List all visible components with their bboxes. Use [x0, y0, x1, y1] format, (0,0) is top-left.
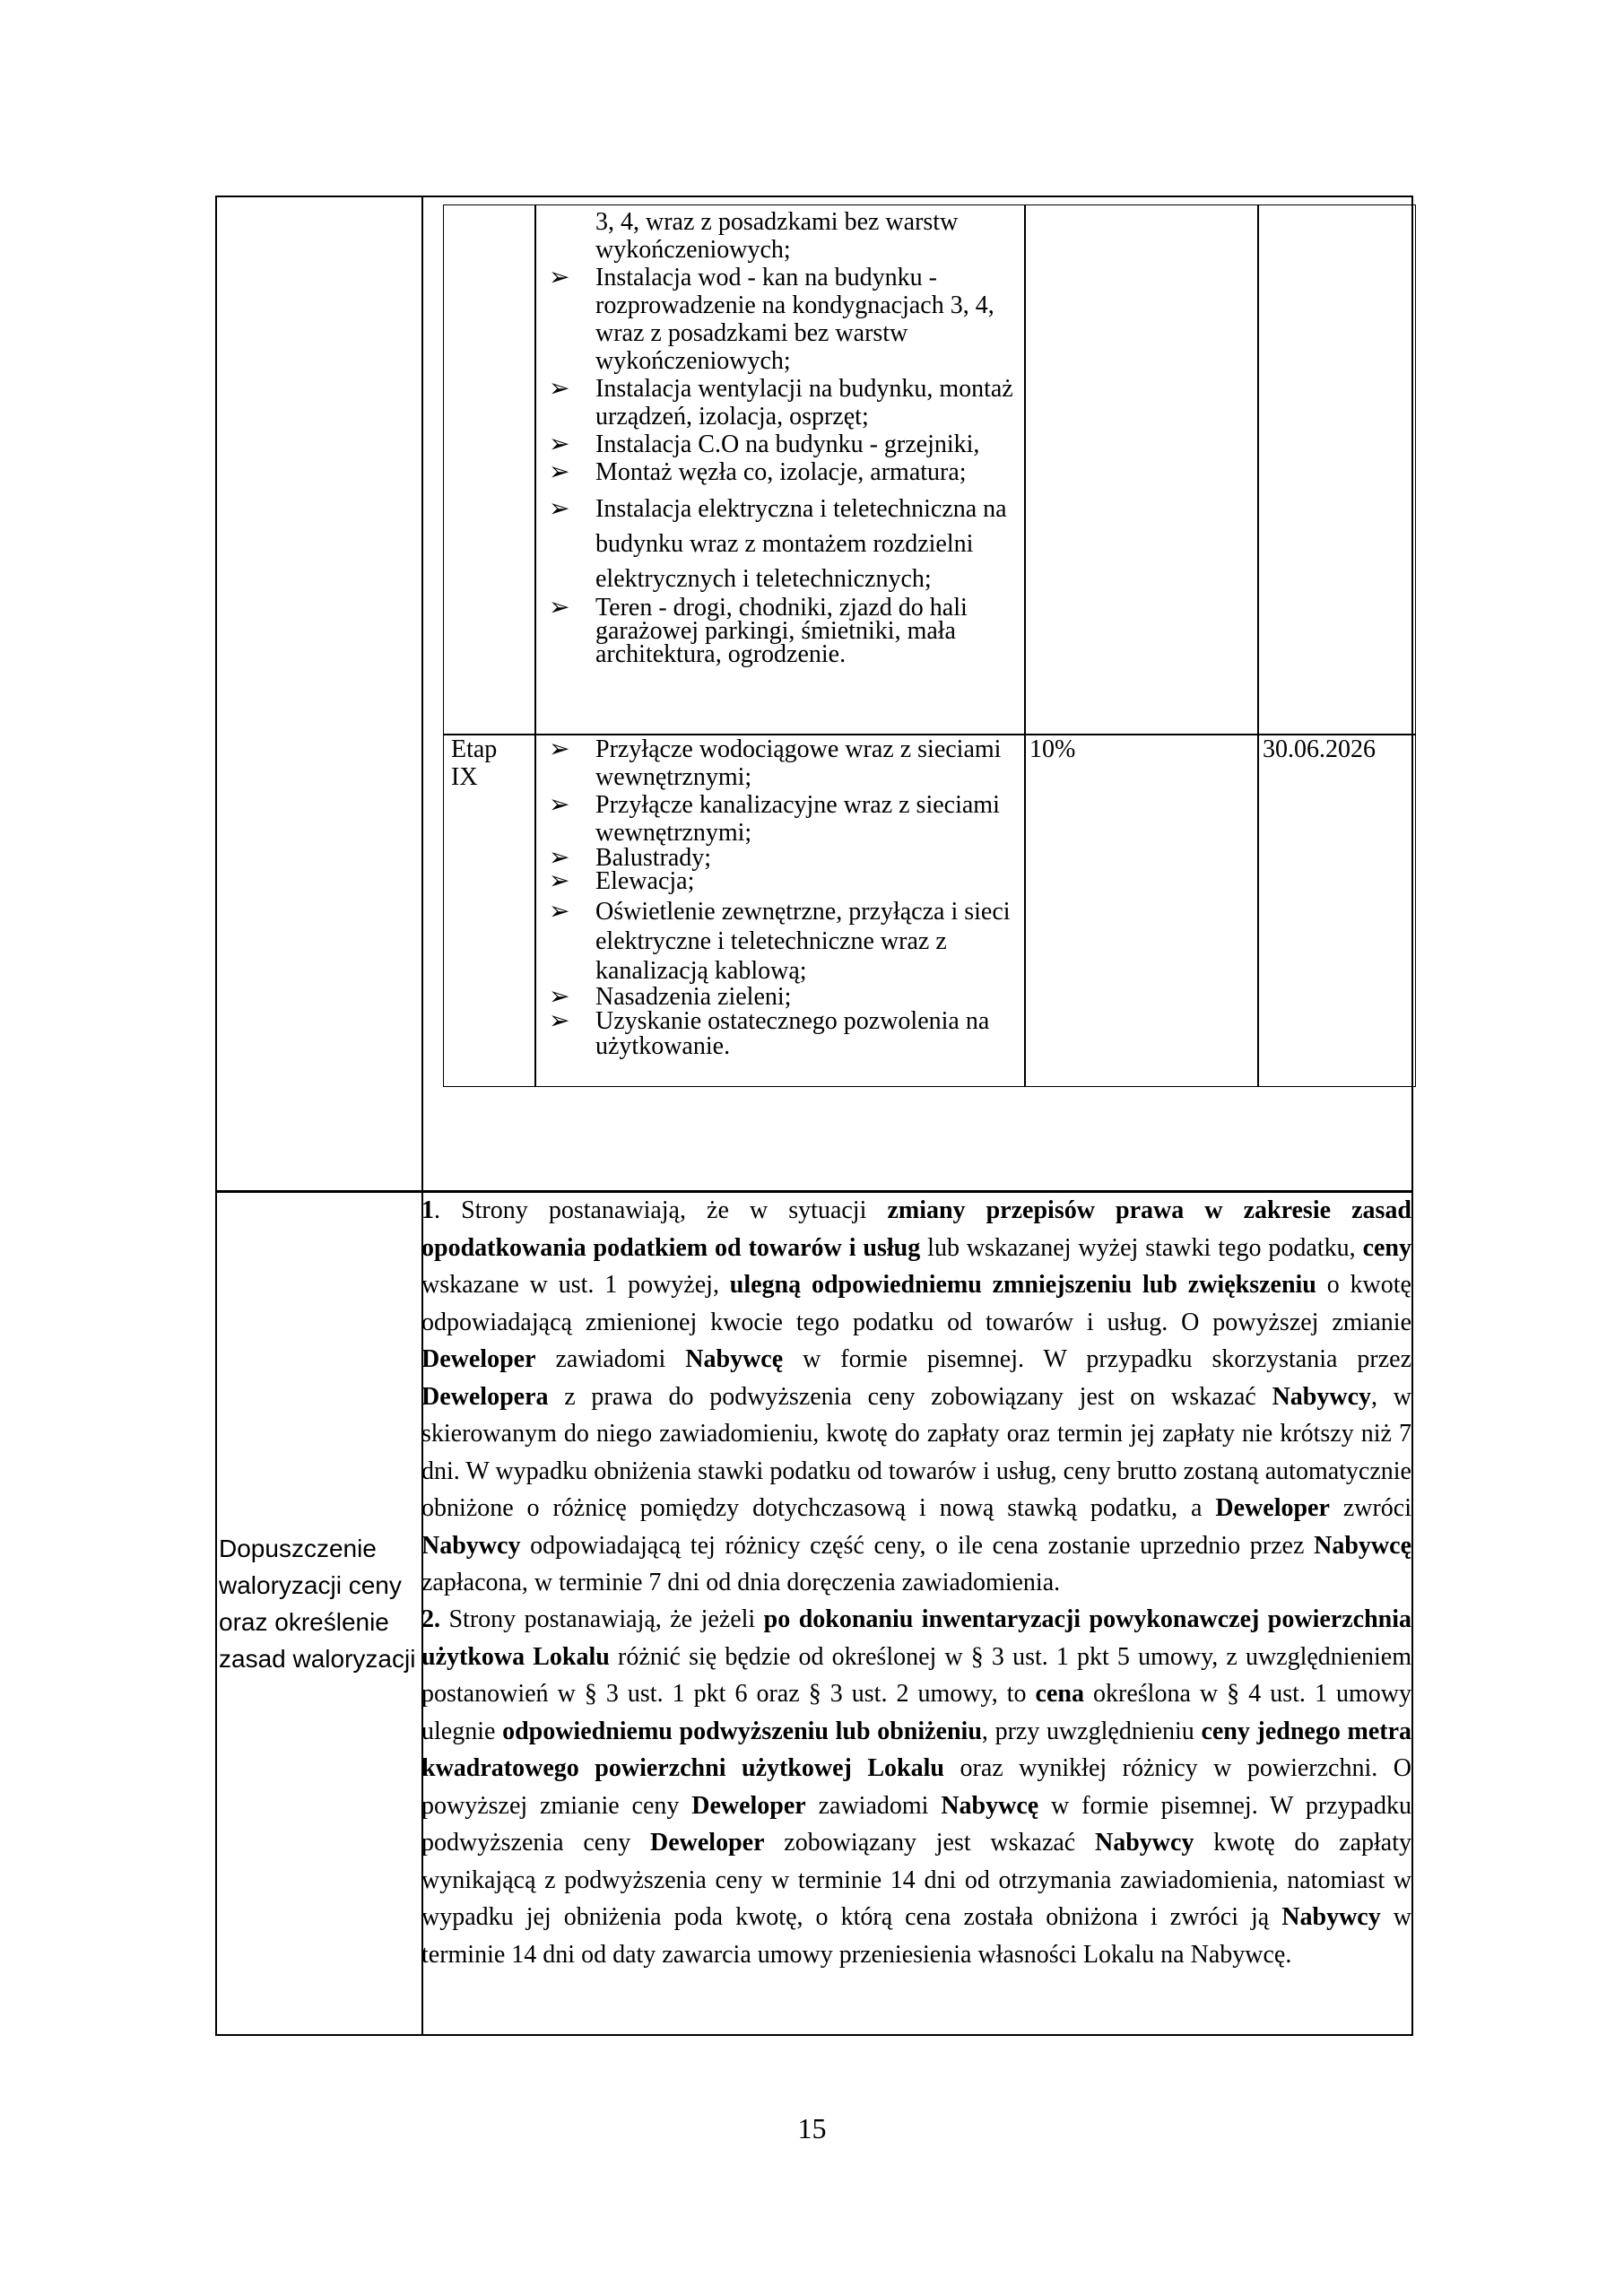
schedule-col-divider-2 [1024, 204, 1026, 1087]
arrow-bullet-icon: ➢ [549, 983, 570, 1011]
list-item: ➢ Uzyskanie ostatecznego pozwolenia na użytkowanie. [549, 1007, 990, 1060]
list-item: ➢ Nasadzenia zieleni; [549, 983, 792, 1011]
list-item: ➢ Montaż węzła co, izolacje, armatura; [549, 458, 967, 486]
list-item: ➢ Przyłącze kanalizacyjne wraz z sieciami wewnętrznymi; [549, 791, 1000, 847]
list-item: ➢ Instalacja elektryczna i teletechniczna na budynku wraz z montażem rozdzielni elektrycznych i teletechnicznych; [549, 491, 1024, 596]
list-item: ➢ Balustrady; [549, 844, 712, 872]
list-item: ➢ Instalacja wentylacji na budynku, montaż urządzeń, izolacja, osprzęt; [549, 375, 1013, 430]
arrow-bullet-icon: ➢ [549, 1007, 570, 1035]
stage-percent: 10% [1029, 735, 1076, 763]
page-number: 15 [797, 2112, 827, 2144]
stage-date: 30.06.2026 [1263, 735, 1376, 763]
arrow-bullet-icon: ➢ [549, 898, 570, 926]
schedule-col-divider-1 [534, 204, 536, 1087]
arrow-bullet-icon: ➢ [549, 375, 570, 403]
valorization-paragraph-1: 1. Strony postanawiają, że w sytuacji zmiany przepisów prawa w zakresie zasad opodatkowania podatkiem od towarów i usług lub wskazanej wyżej stawki tego podatku, ceny wskazane w ust. 1 powyżej, ulegną odpowiedniemu zmniejszeniu lub zwiększeniu o kwotę odpowiadającą zmienionej kwocie tego podatku od towarów i usług. O powyższej zmianie Deweloper zawiadomi Nabywcę w formie pisemnej. W przypadku skorzystania przez Dewelopera z prawa do podwyższenia ceny zobowiązany jest on wskazać Nabywcy, w skierowanym do niego zawiadomieniu, kwotę do zapłaty oraz termin jej zapłaty nie krótszy niż 7 dni. W wypadku obniżenia stawki podatku od towarów i usług, ceny brutto zostaną automatycznie obniżone o różnicę pomiędzy dotychczasową i nową stawką podatku, a Deweloper zwróci Nabywcy odpowiadającą tej różnicy część ceny, o ile cena zostanie uprzednio przez Nabywcę zapłacona, w terminie 7 dni od dnia doręczenia zawiadomienia. [421, 1196, 1412, 1596]
list-item: ➢ Oświetlenie zewnętrzne, przyłącza i sieci elektryczne i teletechniczne wraz z kanalizacją kablową; [549, 898, 1011, 985]
list-item: ➢ Przyłącze wodociągowe wraz z sieciami wewnętrznymi; [549, 735, 1002, 791]
stage-continuation-list [549, 208, 1024, 666]
arrow-bullet-icon: ➢ [549, 844, 570, 872]
list-item: ➢ Teren - drogi, chodniki, zjazd do hali garażowej parkingi, śmietniki, mała architektura, ogrodzenie. [549, 594, 968, 668]
stage-ix-list [549, 735, 1024, 1059]
arrow-bullet-icon: ➢ [549, 430, 570, 458]
arrow-bullet-icon: ➢ [549, 594, 570, 622]
arrow-bullet-icon: ➢ [549, 458, 570, 486]
arrow-bullet-icon: ➢ [549, 735, 570, 763]
list-item: ➢ Instalacja wod - kan na budynku - rozprowadzenie na kondygnacjach 3, 4, wraz z posadzkami bez warstw wykończeniowych; [549, 264, 994, 375]
list-item: 3, 4, wraz z posadzkami bez warstw wykończeniowych; [595, 208, 959, 264]
arrow-bullet-icon: ➢ [549, 867, 570, 895]
valorization-label: Dopuszczenie waloryzacji ceny oraz określenie zasad waloryzacji [219, 1535, 416, 1673]
arrow-bullet-icon: ➢ [549, 791, 570, 819]
schedule-col-divider-3 [1257, 204, 1259, 1087]
list-item: ➢ Elewacja; [549, 867, 695, 895]
arrow-bullet-icon: ➢ [549, 264, 570, 291]
arrow-bullet-icon: ➢ [549, 495, 570, 523]
stage-label: Etap IX [451, 735, 498, 791]
valorization-paragraph-2: 2. Strony postanawiają, że jeżeli po dokonaniu inwentaryzacji powykonawczej powierzchnia użytkowa Lokalu różnić się będzie od określonej w § 3 ust. 1 pkt 5 umowy, z uwzględnieniem postanowień w § 3 ust. 1 pkt 6 oraz § 3 ust. 2 umowy, to cena określona w § 4 ust. 1 umowy ulegnie odpowiedniemu podwyższeniu lub obniżeniu, przy uwzględnieniu ceny jednego metra kwadratowego powierzchni użytkowej Lokalu oraz wynikłej różnicy w powierzchni. O powyższej zmianie ceny Deweloper zawiadomi Nabywcę w formie pisemnej. W przypadku podwyższenia ceny Deweloper zobowiązany jest wskazać Nabywcy kwotę do zapłaty wynikającą z podwyższenia ceny w terminie 14 dni od otrzymania zawiadomienia, natomiast w wypadku jej obniżenia poda kwotę, o którą cena została obniżona i zwróci ją Nabywcy w terminie 14 dni od daty zawarcia umowy przeniesienia własności Lokalu na Nabywcę. [421, 1605, 1412, 1969]
list-item: ➢ Instalacja C.O na budynku - grzejniki, [549, 430, 980, 458]
